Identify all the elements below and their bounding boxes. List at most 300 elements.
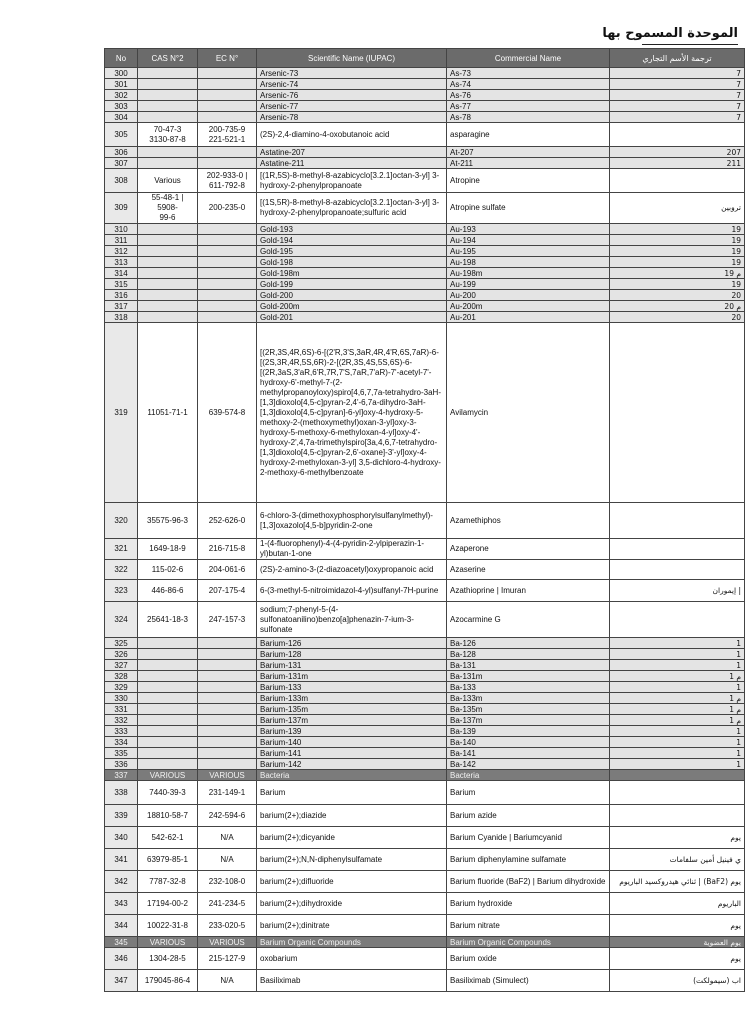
cell-ec (198, 312, 257, 323)
table-row (105, 671, 745, 682)
cell-arabic (610, 123, 745, 147)
cell-arabic: 7 (610, 79, 745, 90)
cell-ec: 216-715-8 (198, 539, 257, 560)
cell-commercial: Azamethiphos (447, 503, 610, 539)
cell-ec (198, 737, 257, 748)
cell-ec (198, 660, 257, 671)
table-body (105, 68, 745, 992)
cell-iupac: Barium-133 (257, 682, 447, 693)
cell-no: 334 (105, 737, 138, 748)
table-row (105, 503, 745, 539)
cell-no: 305 (105, 123, 138, 147)
cell-cas (138, 112, 198, 123)
cell-no: 321 (105, 539, 138, 560)
cell-commercial: As-78 (447, 112, 610, 123)
cell-commercial: Au-201 (447, 312, 610, 323)
cell-cas: 1649-18-9 (138, 539, 198, 560)
cell-no: 347 (105, 970, 138, 992)
cell-iupac: Barium-142 (257, 759, 447, 770)
cell-ec (198, 79, 257, 90)
cell-arabic (610, 781, 745, 805)
cell-commercial: Ba-140 (447, 737, 610, 748)
cell-iupac: barium(2+);N,N-diphenylsulfamate (257, 849, 447, 871)
cell-no: 304 (105, 112, 138, 123)
cell-ec: 215-127-9 (198, 948, 257, 970)
cell-cas (138, 704, 198, 715)
cell-cas: Various (138, 169, 198, 193)
cell-iupac: Arsenic-74 (257, 79, 447, 90)
cell-cas (138, 737, 198, 748)
cell-arabic (610, 169, 745, 193)
cell-cas (138, 682, 198, 693)
header-cas: CAS N°2 (138, 49, 198, 68)
cell-ec: 252-626-0 (198, 503, 257, 539)
cell-iupac: barium(2+);dicyanide (257, 827, 447, 849)
cell-no: 324 (105, 602, 138, 638)
table-row (105, 715, 745, 726)
cell-cas (138, 312, 198, 323)
cell-commercial: Avilamycin (447, 323, 610, 503)
cell-ec: 207-175-4 (198, 580, 257, 602)
cell-ec (198, 235, 257, 246)
cell-no: 309 (105, 193, 138, 224)
cell-ec (198, 246, 257, 257)
cell-no: 327 (105, 660, 138, 671)
cell-no: 307 (105, 158, 138, 169)
cell-cas (138, 224, 198, 235)
cell-no: 332 (105, 715, 138, 726)
cell-no: 318 (105, 312, 138, 323)
cell-commercial: Atropine (447, 169, 610, 193)
header-ec: EC N° (198, 49, 257, 68)
cell-no: 339 (105, 805, 138, 827)
table-row (105, 805, 745, 827)
cell-commercial: As-76 (447, 90, 610, 101)
cell-arabic: | إيموران (610, 580, 745, 602)
cell-commercial: Barium oxide (447, 948, 610, 970)
cell-ec: N/A (198, 849, 257, 871)
cell-ec (198, 257, 257, 268)
table-row (105, 660, 745, 671)
cell-no: 310 (105, 224, 138, 235)
table-row (105, 224, 745, 235)
cell-arabic: 19 (610, 235, 745, 246)
cell-iupac: 6-(3-methyl-5-nitroimidazol-4-yl)sulfanyl-7H-purine (257, 580, 447, 602)
cell-cas (138, 158, 198, 169)
cell-iupac: Barium-131m (257, 671, 447, 682)
cell-commercial: Ba-131 (447, 660, 610, 671)
cell-cas (138, 268, 198, 279)
table-row (105, 158, 745, 169)
cell-ec (198, 90, 257, 101)
cell-no: 315 (105, 279, 138, 290)
cell-no: 303 (105, 101, 138, 112)
cell-commercial: Ba-139 (447, 726, 610, 737)
cell-ec (198, 715, 257, 726)
header-no: No (105, 49, 138, 68)
table-row (105, 268, 745, 279)
cell-cas (138, 101, 198, 112)
cell-ec (198, 112, 257, 123)
table-row (105, 948, 745, 970)
cell-arabic: 1 (610, 649, 745, 660)
cell-iupac: (2S)-2-amino-3-(2-diazoacetyl)oxypropanoic acid (257, 560, 447, 580)
cell-ec: N/A (198, 827, 257, 849)
cell-cas (138, 235, 198, 246)
table-row (105, 704, 745, 715)
cell-no: 316 (105, 290, 138, 301)
table-row (105, 937, 745, 948)
cell-arabic: 7 (610, 90, 745, 101)
cell-arabic: 19 (610, 246, 745, 257)
cell-no: 312 (105, 246, 138, 257)
cell-commercial: Ba-135m (447, 704, 610, 715)
cell-ec (198, 158, 257, 169)
cell-ec (198, 279, 257, 290)
table-row (105, 759, 745, 770)
cell-no: 320 (105, 503, 138, 539)
cell-arabic: 1 (610, 759, 745, 770)
table-row (105, 849, 745, 871)
cell-arabic: 1 (610, 660, 745, 671)
cell-commercial: Au-199 (447, 279, 610, 290)
cell-ec (198, 301, 257, 312)
cell-no: 301 (105, 79, 138, 90)
cell-arabic: 1 (610, 748, 745, 759)
title-underline (642, 44, 738, 45)
cell-arabic: 1 (610, 737, 745, 748)
cell-arabic: م 20 (610, 301, 745, 312)
cell-iupac: Barium-131 (257, 660, 447, 671)
cell-ec (198, 101, 257, 112)
cell-commercial: As-73 (447, 68, 610, 79)
cell-ec (198, 748, 257, 759)
table-row (105, 737, 745, 748)
cell-no: 343 (105, 893, 138, 915)
cell-commercial: Au-200m (447, 301, 610, 312)
cell-arabic: يوم (610, 915, 745, 937)
cell-ec (198, 224, 257, 235)
cell-iupac: Barium-140 (257, 737, 447, 748)
cell-commercial: Ba-128 (447, 649, 610, 660)
cell-cas: 18810-58-7 (138, 805, 198, 827)
cell-cas (138, 147, 198, 158)
table-row (105, 169, 745, 193)
cell-commercial: Barium nitrate (447, 915, 610, 937)
cell-arabic: يوم (610, 827, 745, 849)
cell-no: 344 (105, 915, 138, 937)
cell-arabic: 19 (610, 257, 745, 268)
cell-iupac: Barium-133m (257, 693, 447, 704)
cell-iupac: Astatine-211 (257, 158, 447, 169)
cell-ec: 231-149-1 (198, 781, 257, 805)
cell-cas: 7440-39-3 (138, 781, 198, 805)
cell-no: 313 (105, 257, 138, 268)
cell-no: 306 (105, 147, 138, 158)
cell-no: 345 (105, 937, 138, 948)
cell-cas: 115-02-6 (138, 560, 198, 580)
cell-arabic: ي فينيل أمين سلفامات (610, 849, 745, 871)
cell-cas: 1304-28-5 (138, 948, 198, 970)
cell-commercial: Barium azide (447, 805, 610, 827)
cell-cas (138, 79, 198, 90)
table-row (105, 68, 745, 79)
cell-cas (138, 279, 198, 290)
substances-table (104, 48, 745, 992)
cell-commercial: Ba-133 (447, 682, 610, 693)
cell-commercial: Bacteria (447, 770, 610, 781)
cell-ec (198, 759, 257, 770)
cell-commercial: Ba-141 (447, 748, 610, 759)
cell-iupac: 1-(4-fluorophenyl)-4-(4-pyridin-2-ylpiperazin-1-yl)butan-1-one (257, 539, 447, 560)
cell-no: 330 (105, 693, 138, 704)
cell-cas (138, 246, 198, 257)
table-row (105, 638, 745, 649)
cell-arabic: 211 (610, 158, 745, 169)
cell-arabic: 19 (610, 279, 745, 290)
header-commercial: Commercial Name (447, 49, 610, 68)
table-row (105, 147, 745, 158)
cell-cas: 446-86-6 (138, 580, 198, 602)
cell-ec (198, 147, 257, 158)
cell-iupac: barium(2+);dihydroxide (257, 893, 447, 915)
cell-no: 325 (105, 638, 138, 649)
cell-ec (198, 268, 257, 279)
cell-ec: 241-234-5 (198, 893, 257, 915)
cell-iupac: [(1R,5S)-8-methyl-8-azabicyclo[3.2.1]octan-3-yl] 3-hydroxy-2-phenylpropanoate (257, 169, 447, 193)
cell-cas: 542-62-1 (138, 827, 198, 849)
table-row (105, 246, 745, 257)
cell-commercial: asparagine (447, 123, 610, 147)
cell-commercial: Ba-131m (447, 671, 610, 682)
cell-iupac: Gold-198 (257, 257, 447, 268)
cell-arabic: 1 (610, 726, 745, 737)
cell-iupac: Arsenic-73 (257, 68, 447, 79)
cell-no: 335 (105, 748, 138, 759)
cell-commercial: Barium fluoride (BaF2) | Barium dihydroxide (447, 871, 610, 893)
cell-ec (198, 704, 257, 715)
table-row (105, 539, 745, 560)
cell-commercial: Au-200 (447, 290, 610, 301)
cell-cas: 11051-71-1 (138, 323, 198, 503)
cell-iupac: Barium-139 (257, 726, 447, 737)
cell-no: 346 (105, 948, 138, 970)
cell-arabic: 19 (610, 224, 745, 235)
cell-iupac: Basiliximab (257, 970, 447, 992)
cell-arabic: 7 (610, 68, 745, 79)
header-iupac: Scientific Name (IUPAC) (257, 49, 447, 68)
table-row (105, 915, 745, 937)
table-row (105, 781, 745, 805)
cell-iupac: Gold-195 (257, 246, 447, 257)
cell-commercial: Au-195 (447, 246, 610, 257)
cell-ec (198, 68, 257, 79)
cell-commercial: Azathioprine | Imuran (447, 580, 610, 602)
cell-no: 342 (105, 871, 138, 893)
cell-cas: 10022-31-8 (138, 915, 198, 937)
cell-no: 323 (105, 580, 138, 602)
cell-arabic: 20 (610, 290, 745, 301)
cell-no: 302 (105, 90, 138, 101)
cell-no: 338 (105, 781, 138, 805)
table-row (105, 123, 745, 147)
cell-cas (138, 290, 198, 301)
cell-no: 341 (105, 849, 138, 871)
cell-arabic: الباريوم (610, 893, 745, 915)
cell-ec (198, 682, 257, 693)
cell-iupac: barium(2+);dinitrate (257, 915, 447, 937)
cell-iupac: Astatine-207 (257, 147, 447, 158)
cell-iupac: [(2R,3S,4R,6S)-6-[(2'R,3'S,3aR,4R,4'R,6S,7aR)-6-[(2S,3R,4R,5S,6R)-2-[(2R,3S,4S,5S,6S)-6-[(2R,3aS,3'aR,6'R,7R,7'S,7aR,7'aR)-7'-acetyl-7'-hydroxy-6'-methyl-7-(2-methylpropanoyloxy)spiro[4,6,7,7a-tetrahydro-3aH-[1,3]dioxolo[4,5-c]pyran-2,4'-6,7a-dihydro-3aH-[1,3]dioxolo[4,5-c]pyran]-6-yl]oxy-4-hydroxy-5-methoxy-2-(methoxymethyl)oxan-3-yl]oxy-3-hydroxy-5-methoxy-6-methyloxan-4-yl]oxy-4'-hydroxy-2',4,7a-trimethylspiro[3a,4,6,7-tetrahydro-[1,3]dioxolo[4,5-c]pyran-2,6'-oxane]-3'-yl]oxy-4-hydroxy-2-methyloxan-3-yl] 3,5-dichloro-4-hydroxy-2-methoxy-6-methylbenzoate (257, 323, 447, 503)
cell-cas (138, 638, 198, 649)
cell-cas (138, 671, 198, 682)
cell-commercial: At-211 (447, 158, 610, 169)
cell-iupac: Gold-194 (257, 235, 447, 246)
cell-no: 308 (105, 169, 138, 193)
cell-arabic: 1 (610, 638, 745, 649)
cell-commercial: Ba-133m (447, 693, 610, 704)
cell-arabic: 207 (610, 147, 745, 158)
table-row (105, 748, 745, 759)
cell-cas (138, 257, 198, 268)
cell-arabic: اب (سيمولكت) (610, 970, 745, 992)
table-row (105, 580, 745, 602)
cell-iupac: Bacteria (257, 770, 447, 781)
cell-cas (138, 649, 198, 660)
table-row (105, 101, 745, 112)
cell-cas: 55-48-1 | 5908- 99-6 (138, 193, 198, 224)
cell-no: 319 (105, 323, 138, 503)
cell-cas (138, 715, 198, 726)
cell-cas: 70-47-3 3130-87-8 (138, 123, 198, 147)
cell-arabic: تروبين (610, 193, 745, 224)
cell-cas (138, 693, 198, 704)
cell-ec: 200-235-0 (198, 193, 257, 224)
cell-no: 317 (105, 301, 138, 312)
cell-no: 333 (105, 726, 138, 737)
cell-iupac: Gold-198m (257, 268, 447, 279)
cell-commercial: Atropine sulfate (447, 193, 610, 224)
table-row (105, 90, 745, 101)
cell-no: 337 (105, 770, 138, 781)
cell-commercial: Au-198m (447, 268, 610, 279)
table-row (105, 602, 745, 638)
table-row (105, 770, 745, 781)
cell-no: 300 (105, 68, 138, 79)
table-row (105, 693, 745, 704)
cell-ec (198, 290, 257, 301)
cell-iupac: Gold-199 (257, 279, 447, 290)
cell-iupac: (2S)-2,4-diamino-4-oxobutanoic acid (257, 123, 447, 147)
cell-arabic: 7 (610, 101, 745, 112)
cell-arabic: يوم (610, 948, 745, 970)
cell-cas (138, 301, 198, 312)
cell-ec (198, 671, 257, 682)
cell-ec (198, 638, 257, 649)
cell-arabic: م 19 (610, 268, 745, 279)
cell-no: 340 (105, 827, 138, 849)
cell-commercial: Ba-137m (447, 715, 610, 726)
cell-arabic: م 1 (610, 671, 745, 682)
table-row (105, 112, 745, 123)
table-row (105, 649, 745, 660)
cell-ec: 233-020-5 (198, 915, 257, 937)
cell-commercial: Au-198 (447, 257, 610, 268)
cell-commercial: As-74 (447, 79, 610, 90)
cell-cas (138, 660, 198, 671)
cell-ec (198, 649, 257, 660)
cell-arabic: م 1 (610, 693, 745, 704)
table-row (105, 682, 745, 693)
cell-ec: VARIOUS (198, 937, 257, 948)
cell-no: 329 (105, 682, 138, 693)
table-row (105, 323, 745, 503)
cell-ec: 200-735-9 221-521-1 (198, 123, 257, 147)
cell-cas (138, 748, 198, 759)
cell-cas (138, 759, 198, 770)
cell-iupac: Barium-135m (257, 704, 447, 715)
header-arabic: ترجمة الأسم التجاري (610, 49, 745, 68)
cell-cas: 25641-18-3 (138, 602, 198, 638)
cell-no: 328 (105, 671, 138, 682)
cell-ec: 204-061-6 (198, 560, 257, 580)
cell-no: 314 (105, 268, 138, 279)
cell-cas (138, 90, 198, 101)
cell-arabic (610, 539, 745, 560)
cell-arabic (610, 770, 745, 781)
table-row (105, 970, 745, 992)
cell-ec: VARIOUS (198, 770, 257, 781)
table-row (105, 279, 745, 290)
cell-cas: 35575-96-3 (138, 503, 198, 539)
cell-arabic: م 1 (610, 715, 745, 726)
cell-commercial: Barium hydroxide (447, 893, 610, 915)
cell-commercial: Basiliximab (Simulect) (447, 970, 610, 992)
cell-cas: 179045-86-4 (138, 970, 198, 992)
cell-iupac: Gold-201 (257, 312, 447, 323)
cell-iupac: Arsenic-76 (257, 90, 447, 101)
cell-arabic: 20 (610, 312, 745, 323)
cell-arabic (610, 503, 745, 539)
table-row (105, 79, 745, 90)
cell-cas: VARIOUS (138, 937, 198, 948)
cell-iupac: oxobarium (257, 948, 447, 970)
cell-ec (198, 726, 257, 737)
cell-arabic (610, 560, 745, 580)
cell-commercial: At-207 (447, 147, 610, 158)
cell-commercial: Ba-126 (447, 638, 610, 649)
cell-iupac: 6-chloro-3-(dimethoxyphosphorylsulfanylmethyl)-[1,3]oxazolo[4,5-b]pyridin-2-one (257, 503, 447, 539)
table-row (105, 312, 745, 323)
cell-ec: 242-594-6 (198, 805, 257, 827)
cell-arabic (610, 323, 745, 503)
cell-no: 322 (105, 560, 138, 580)
cell-arabic: 7 (610, 112, 745, 123)
cell-iupac: Gold-200m (257, 301, 447, 312)
table-row (105, 301, 745, 312)
cell-commercial: Ba-142 (447, 759, 610, 770)
cell-iupac: Gold-193 (257, 224, 447, 235)
cell-iupac: sodium;7-phenyl-5-(4-sulfonatoanilino)benzo[a]phenazin-7-ium-3-sulfonate (257, 602, 447, 638)
table-header-row (105, 49, 745, 68)
cell-no: 326 (105, 649, 138, 660)
cell-no: 311 (105, 235, 138, 246)
cell-arabic: 1 (610, 682, 745, 693)
cell-cas: 7787-32-8 (138, 871, 198, 893)
cell-cas: VARIOUS (138, 770, 198, 781)
cell-iupac: Arsenic-77 (257, 101, 447, 112)
cell-no: 331 (105, 704, 138, 715)
